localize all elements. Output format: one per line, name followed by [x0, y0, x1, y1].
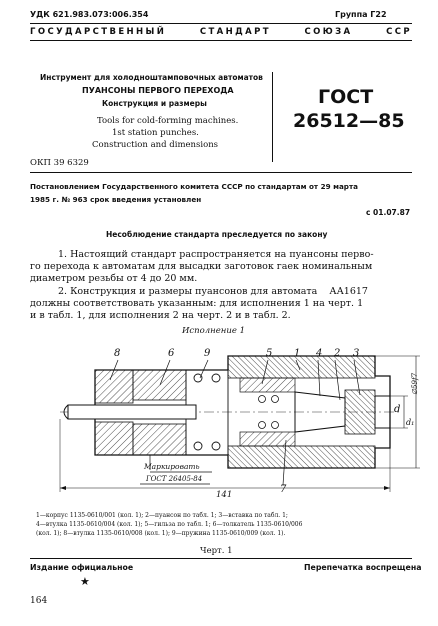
- marking-text: ГОСТ 26405-84: [146, 475, 203, 483]
- inner-sleeve-top: [240, 378, 295, 392]
- caption-line-1: 1—корпус 1135-0610/001 (кол. 1); 2—пуансон по табл. 1; 3—вставка по табл. 1;: [36, 512, 288, 519]
- paragraph-1-line-1: 1. Настоящий стандарт распространяется на пуансоны перво-: [58, 249, 374, 260]
- udk-code: УДК 621.983.073:006.354: [30, 10, 149, 19]
- body-top-right: [228, 356, 375, 378]
- callout-5: 5: [266, 348, 273, 359]
- callout-4: 4: [316, 348, 323, 359]
- insert: [345, 390, 375, 434]
- callout-6: 6: [168, 348, 175, 359]
- rear-sleeve-top: [95, 370, 133, 403]
- star-icon: ★: [80, 575, 90, 588]
- english-title-2: 1st station punches.: [112, 128, 199, 138]
- effective-date: с 01.07.87: [366, 208, 411, 217]
- paragraph-2-line-3: и в табл. 1, для исполнения 2 на черт. 2 и в табл. 2.: [30, 310, 291, 321]
- callout-9: 9: [204, 348, 211, 359]
- decree-line-1: Постановлением Государственного комитета СССР по стандартам от 29 марта: [30, 182, 358, 191]
- spring-coil-2: [212, 374, 220, 382]
- variant-label: Исполнение 1: [182, 326, 246, 336]
- dim-diameter: ∅59f7: [411, 372, 419, 395]
- english-title-3: Construction and dimensions: [92, 140, 219, 150]
- reprint-prohibited: Перепечатка воспрещена: [304, 563, 422, 572]
- dim-d1: d₁: [406, 418, 415, 427]
- inner-sleeve-bottom: [240, 432, 295, 446]
- footer-rule: [30, 558, 412, 559]
- official-edition: Издание официальное: [30, 563, 134, 572]
- group-code: Группа Г22: [335, 10, 387, 19]
- dim-d: d: [394, 404, 401, 415]
- paragraph-1-line-2: го перехода к автоматам для высадки заготовок гаек номинальным: [30, 261, 373, 272]
- body-bottom-left: [133, 424, 186, 455]
- dim-length: 141: [216, 490, 233, 500]
- body-bottom-right: [228, 446, 375, 468]
- pusher-rod: [68, 405, 196, 419]
- callout-7: 7: [280, 484, 287, 495]
- callout-8: 8: [114, 348, 121, 359]
- okp-code: ОКП 39 6329: [30, 158, 89, 168]
- decree-line-2: 1985 г. № 963 срок введения установлен: [30, 195, 202, 204]
- marking-label: Маркировать: [144, 462, 200, 471]
- spring-coil-1: [194, 374, 202, 382]
- callout-3: 3: [353, 348, 360, 359]
- product-subtitle: Конструкция и размеры: [102, 99, 207, 108]
- gost-label: ГОСТ: [318, 86, 374, 108]
- gost-number: 26512—85: [293, 110, 405, 132]
- figure-name: Черт. 1: [200, 546, 233, 556]
- body-top-left: [133, 370, 186, 400]
- spring-coil-4: [212, 442, 220, 450]
- spring-coil-3: [194, 442, 202, 450]
- paragraph-2-line-1: 2. Конструкция и размеры пуансонов для автомата АА1617: [58, 286, 368, 297]
- paragraph-2-line-2: должны соответствовать указанным: для исполнения 1 на черт. 1: [30, 298, 364, 309]
- caption-line-3: (кол. 1); 8—втулка 1135-0610/008 (кол. 1); 9—пружина 1135-0610/009 (кол. 1).: [36, 530, 286, 537]
- paragraph-1-line-3: диаметром резьбы от 4 до 20 мм.: [30, 273, 198, 284]
- tool-category: Инструмент для холодноштамповочных автоматов: [40, 73, 263, 82]
- english-title-1: Tools for cold-forming machines.: [97, 116, 239, 126]
- standard-title: ГОСУДАРСТВЕННЫЙ СТАНДАРТ СОЮЗА ССР: [30, 27, 412, 37]
- rear-sleeve-bottom: [95, 422, 133, 455]
- callout-2: 2: [334, 348, 341, 359]
- page-number: 164: [30, 596, 48, 606]
- legal-warning: Несоблюдение стандарта преследуется по закону: [106, 230, 328, 239]
- caption-line-2: 4—втулка 1135-0610/004 (кол. 1); 5—гильза по табл. 1; 6—толкатель 1135-0610/006: [36, 521, 303, 528]
- product-title: ПУАНСОНЫ ПЕРВОГО ПЕРЕХОДА: [82, 86, 234, 95]
- callout-1: 1: [294, 348, 301, 359]
